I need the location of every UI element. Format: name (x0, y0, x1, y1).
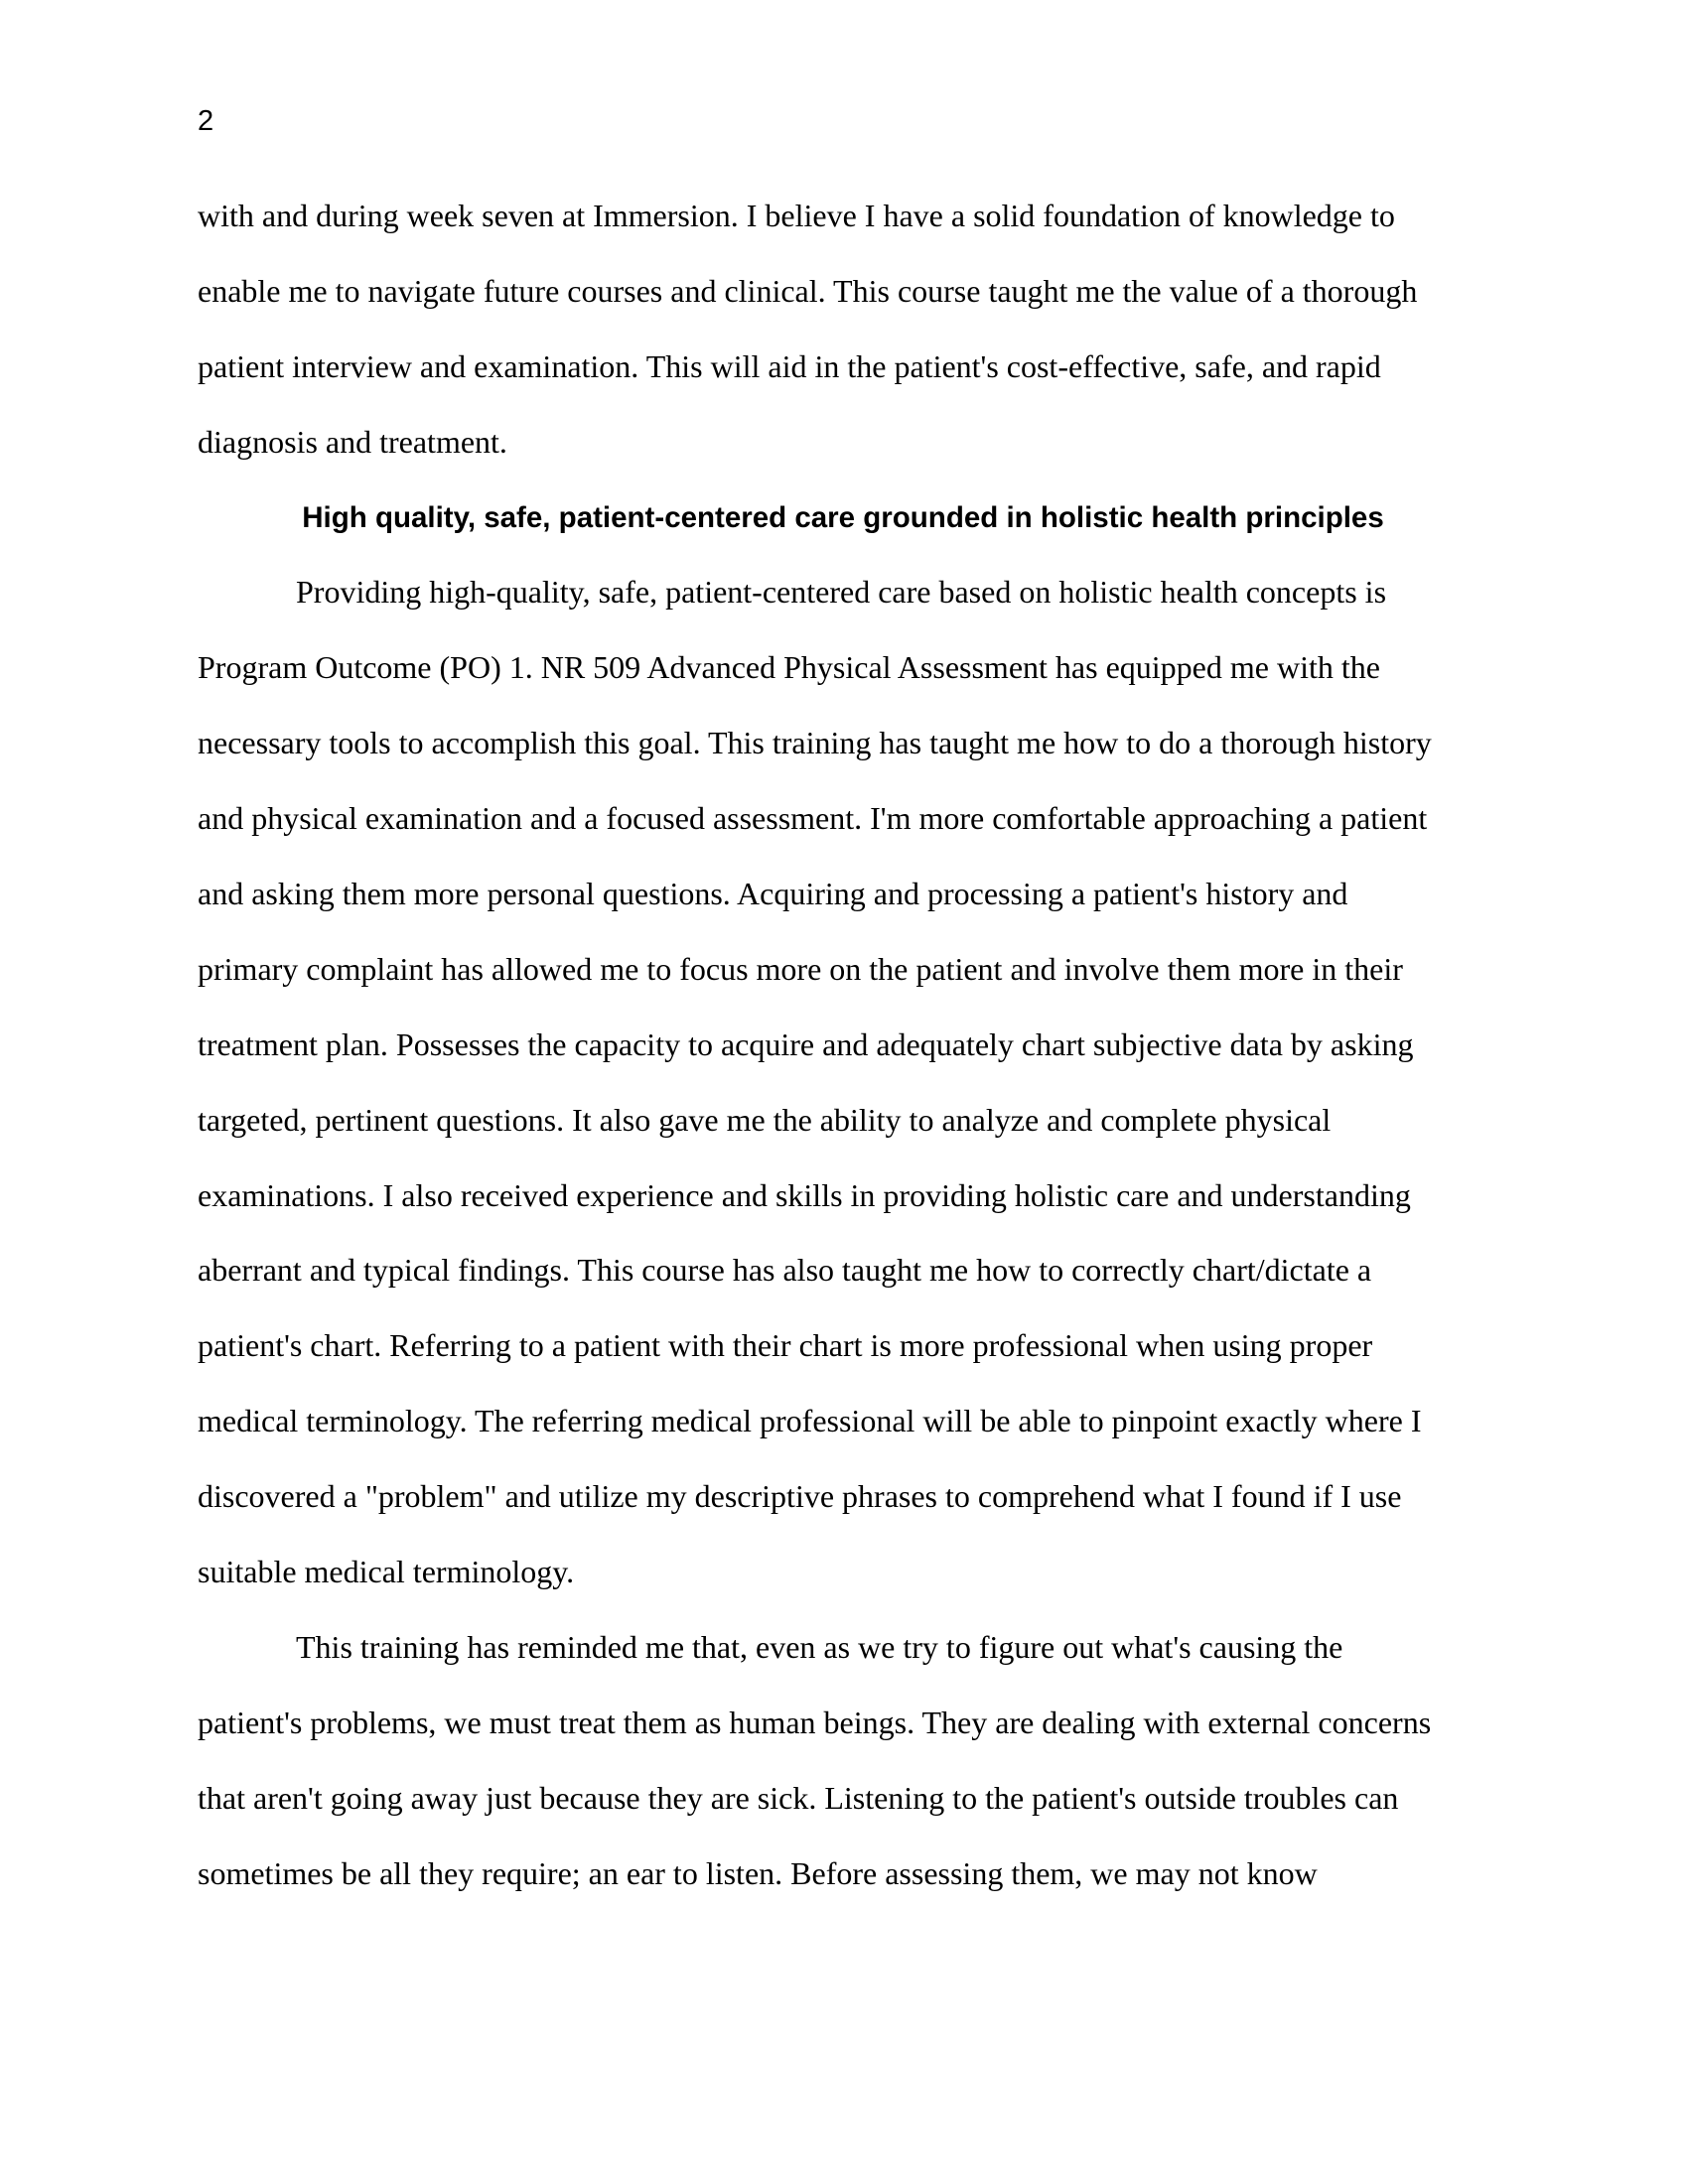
text-line: treatment plan. Possesses the capacity to acquire and adequately chart subjective data by asking (198, 1025, 1414, 1062)
paragraph-2 (198, 555, 1508, 1609)
text-line: examinations. I also received experience and skills in providing holistic care and understanding (198, 1176, 1411, 1213)
text-line: Providing high-quality, safe, patient-centered care based on holistic health concepts is (296, 574, 1387, 611)
text-line: enable me to navigate future courses and clinical. This course taught me the value of a thorough (198, 272, 1418, 309)
paragraph-1 (198, 179, 1508, 480)
text-line: diagnosis and treatment. (198, 423, 507, 460)
text-line: patient interview and examination. This will aid in the patient's cost-effective, safe, and rapid (198, 347, 1381, 384)
text-line: and physical examination and a focused assessment. I'm more comfortable approaching a patient (198, 800, 1428, 837)
text-line: with and during week seven at Immersion. I believe I have a solid foundation of knowledge to (198, 198, 1395, 233)
text-line: Program Outcome (PO) 1. NR 509 Advanced Physical Assessment has equipped me with the (198, 649, 1380, 686)
text-line: and asking them more personal questions. Acquiring and processing a patient's history and (198, 876, 1348, 912)
text-line: necessary tools to accomplish this goal. This training has taught me how to do a thorough history (198, 725, 1432, 761)
text-line: medical terminology. The referring medical professional will be able to pinpoint exactly where I (198, 1403, 1422, 1439)
text-line: that aren't going away just because they are sick. Listening to the patient's outside troubles can (198, 1779, 1399, 1816)
text-line: discovered a "problem" and utilize my descriptive phrases to comprehend what I found if I use (198, 1478, 1402, 1515)
document-body (198, 179, 1508, 1911)
text-line: suitable medical terminology. (198, 1554, 575, 1590)
text-line: patient's problems, we must treat them as human beings. They are dealing with external concerns (198, 1704, 1432, 1740)
text-line: primary complaint has allowed me to focus more on the patient and involve them more in their (198, 950, 1403, 987)
text-line: This training has reminded me that, even as we try to figure out what's causing the (296, 1628, 1343, 1665)
text-line: aberrant and typical findings. This course has also taught me how to correctly chart/dictate a (198, 1252, 1372, 1289)
section-heading: High quality, safe, patient-centered care grounded in holistic health principles (302, 500, 1384, 534)
text-line: sometimes be all they require; an ear to listen. Before assessing them, we may not know (198, 1854, 1318, 1891)
text-line: targeted, pertinent questions. It also gave me the ability to analyze and complete physical (198, 1101, 1332, 1138)
text-line: patient's chart. Referring to a patient with their chart is more professional when using proper (198, 1327, 1373, 1364)
page-number: 2 (198, 105, 214, 137)
paragraph-3 (198, 1610, 1508, 1912)
